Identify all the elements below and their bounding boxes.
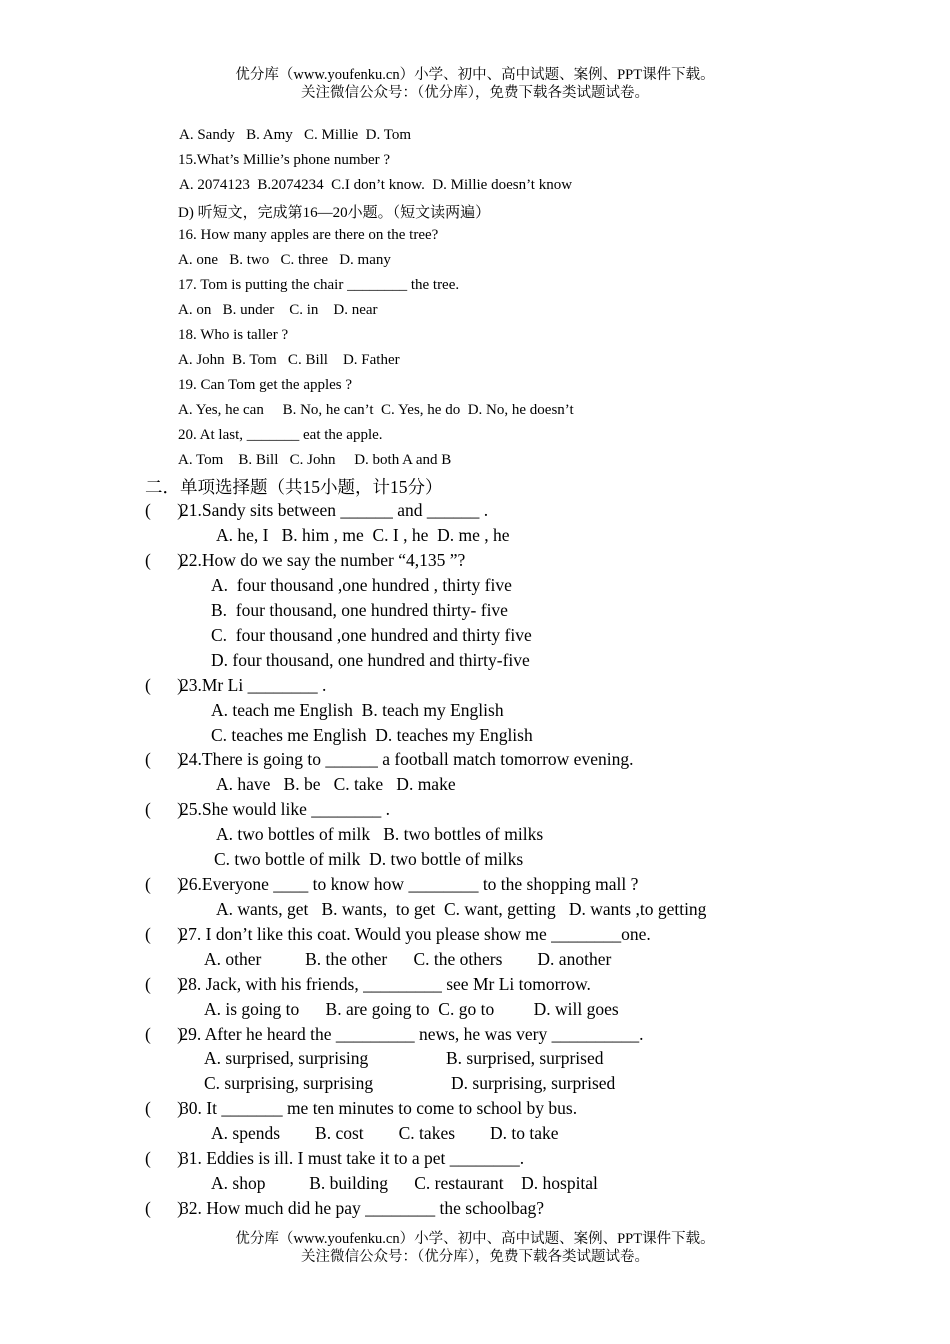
- q31-options: A. shop B. building C. restaurant D. hospital: [211, 1173, 598, 1193]
- q30-paren: ( ): [145, 1098, 183, 1118]
- q24-question: 24.There is going to ______ a football match tomorrow evening.: [180, 749, 634, 769]
- q29-option-d: D. surprising, surprised: [451, 1073, 616, 1093]
- footer-line-2: 关注微信公众号：（优分库），免费下载各类试题试卷。: [301, 1249, 649, 1265]
- q25-question: 25.She would like ________ .: [180, 799, 390, 819]
- q31-paren: ( ): [145, 1148, 183, 1168]
- section-2-title: 二．单项选择题（共15小题，计15分）: [145, 477, 443, 497]
- q16-options: A. one B. two C. three D. many: [178, 252, 391, 268]
- q21-options: A. he, I B. him , me C. I , he D. me , he: [216, 525, 510, 545]
- q25-paren: ( ): [145, 799, 183, 819]
- q23-question: 23.Mr Li ________ .: [180, 675, 327, 695]
- q29-option-a: A. surprised, surprising: [204, 1048, 369, 1068]
- q29-option-b: B. surprised, surprised: [446, 1048, 604, 1068]
- section-d-title: D) 听短文，完成第16—20小题。（短文读两遍）: [178, 205, 491, 221]
- q19-question: 19. Can Tom get the apples ?: [178, 377, 353, 393]
- q17-options: A. on B. under C. in D. near: [178, 302, 378, 318]
- q27-question: 27. I don’t like this coat. Would you please show me ________one.: [175, 924, 651, 944]
- page-header: [0, 66, 950, 102]
- page-footer: [0, 1230, 950, 1266]
- q20-question: 20. At last, _______ eat the apple.: [178, 427, 383, 443]
- q22-option-b: B. four thousand, one hundred thirty- five: [211, 600, 508, 620]
- q26-question: 26.Everyone ____ to know how ________ to the shopping mall ?: [180, 874, 639, 894]
- q18-options: A. John B. Tom C. Bill D. Father: [178, 352, 400, 368]
- q28-options: A. is going to B. are going to C. go to D. will goes: [204, 999, 619, 1019]
- q26-options: A. wants, get B. wants, to get C. want, getting D. wants ,to getting: [216, 899, 707, 919]
- q26-paren: ( ): [145, 874, 183, 894]
- q25-options-cd: C. two bottle of milk D. two bottle of milks: [214, 849, 524, 869]
- q27-paren: ( ): [145, 924, 183, 944]
- q21-paren: ( ): [145, 500, 183, 520]
- q15-options: A. 2074123 B.2074234 C.I don’t know. D. Millie doesn’t know: [179, 177, 573, 193]
- q24-paren: ( ): [145, 749, 183, 769]
- q23-options-cd: C. teaches me English D. teaches my English: [211, 725, 533, 745]
- q22-option-d: D. four thousand, one hundred and thirty-five: [211, 650, 530, 670]
- q22-paren: ( ): [145, 550, 183, 570]
- q20-options: A. Tom B. Bill C. John D. both A and B: [178, 452, 452, 468]
- q22-option-c: C. four thousand ,one hundred and thirty five: [211, 625, 532, 645]
- q14-options: A. Sandy B. Amy C. Millie D. Tom: [179, 127, 412, 143]
- q22-question: 22.How do we say the number “4,135 ”?: [180, 550, 466, 570]
- q27-options: A. other B. the other C. the others D. another: [204, 949, 612, 969]
- q24-options: A. have B. be C. take D. make: [216, 774, 456, 794]
- q17-question: 17. Tom is putting the chair ________ the tree.: [178, 277, 460, 293]
- q23-paren: ( ): [145, 675, 183, 695]
- q32-question: 32. How much did he pay ________ the schoolbag?: [180, 1198, 545, 1218]
- q22-option-a: A. four thousand ,one hundred , thirty five: [211, 575, 512, 595]
- q16-question: 16. How many apples are there on the tree?: [178, 227, 439, 243]
- q21-question: 21.Sandy sits between ______ and ______ .: [180, 500, 489, 520]
- q29-option-c: C. surprising, surprising: [204, 1073, 374, 1093]
- q30-question: 30. It _______ me ten minutes to come to school by bus.: [180, 1098, 578, 1118]
- header-line-1: 优分库（www.youfenku.cn）小学、初中、高中试题、案例、PPT课件下载。: [235, 67, 715, 83]
- q29-paren: ( ): [145, 1024, 183, 1044]
- q23-options-ab: A. teach me English B. teach my English: [211, 700, 504, 720]
- q30-options: A. spends B. cost C. takes D. to take: [211, 1123, 559, 1143]
- header-line-2: 关注微信公众号：（优分库），免费下载各类试题试卷。: [301, 85, 649, 101]
- q31-question: 31. Eddies is ill. I must take it to a pet ________.: [180, 1148, 525, 1168]
- q18-question: 18. Who is taller ?: [178, 327, 289, 343]
- q32-paren: ( ): [145, 1198, 183, 1218]
- q15-question: 15.What’s Millie’s phone number ?: [178, 152, 391, 168]
- q19-options: A. Yes, he can B. No, he can’t C. Yes, he do D. No, he doesn’t: [178, 402, 574, 418]
- q28-question: 28. Jack, with his friends, _________ see Mr Li tomorrow.: [175, 974, 591, 994]
- q29-question: 29. After he heard the _________ news, he was very __________.: [175, 1024, 644, 1044]
- footer-line-1: 优分库（www.youfenku.cn）小学、初中、高中试题、案例、PPT课件下载。: [235, 1231, 715, 1247]
- q28-paren: ( ): [145, 974, 183, 994]
- q25-options-ab: A. two bottles of milk B. two bottles of milks: [216, 824, 544, 844]
